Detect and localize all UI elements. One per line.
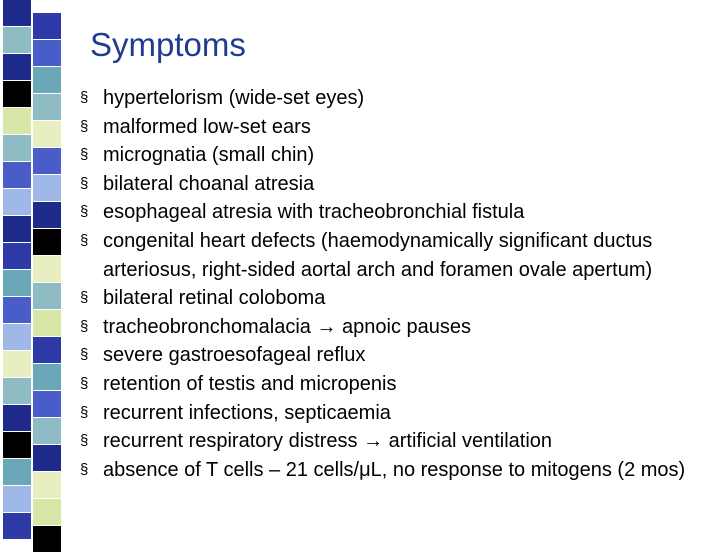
symptom-item — [80, 341, 710, 370]
stripe-block — [3, 216, 31, 242]
symptom-text: micrognatia (small chin) — [103, 144, 315, 167]
stripe-block — [3, 27, 31, 53]
symptom-text: recurrent infections, septicaemia — [103, 401, 391, 424]
stripe-block — [33, 526, 61, 552]
bullet-marker: § — [80, 174, 89, 192]
stripe-block — [3, 486, 31, 512]
symptom-item — [80, 113, 710, 142]
stripe-block — [33, 364, 61, 390]
symptom-item — [80, 456, 710, 485]
symptom-text: retention of testis and micropenis — [103, 372, 397, 395]
stripe-block — [33, 472, 61, 498]
slide-title: Symptoms — [90, 26, 246, 63]
stripe-block — [33, 418, 61, 444]
symptom-item — [80, 313, 710, 342]
symptom-text: congenital heart defects (haemodynamically significant ductus arteriosus, right-sided aortal arch and foramen ovale apertum) — [103, 229, 653, 281]
symptom-text: severe gastroesofageal reflux — [103, 344, 366, 367]
stripe-block — [33, 148, 61, 174]
stripe-block — [33, 310, 61, 336]
stripe-block — [3, 297, 31, 323]
symptom-item — [80, 399, 710, 428]
stripe-block — [3, 135, 31, 161]
symptom-item — [80, 84, 710, 113]
bullet-marker: § — [80, 317, 89, 335]
stripe-block — [33, 499, 61, 525]
bullet-marker: § — [80, 117, 89, 135]
symptom-text: recurrent respiratory distress → artificial ventilation — [103, 430, 553, 453]
stripe-block — [33, 202, 61, 228]
symptom-item — [80, 141, 710, 170]
symptom-text: malformed low-set ears — [103, 115, 311, 138]
stripe-block — [33, 337, 61, 363]
symptom-item — [80, 198, 710, 227]
stripe-block — [33, 13, 61, 39]
bullet-marker: § — [80, 203, 89, 221]
stripe-block — [3, 459, 31, 485]
stripe-block — [3, 513, 31, 539]
stripe-block — [33, 229, 61, 255]
stripe-block — [33, 283, 61, 309]
symptom-item — [80, 284, 710, 313]
stripe-block — [33, 256, 61, 282]
symptom-text: bilateral retinal coloboma — [103, 287, 326, 310]
symptom-list — [80, 84, 710, 484]
symptom-text: tracheobronchomalacia → apnoic pauses — [103, 315, 471, 338]
decorative-stripe — [0, 0, 65, 540]
stripe-block — [3, 324, 31, 350]
bullet-marker: § — [80, 432, 89, 450]
stripe-block — [33, 94, 61, 120]
symptom-item — [80, 370, 710, 399]
symptom-text: hypertelorism (wide-set eyes) — [103, 87, 365, 109]
bullet-marker: § — [80, 460, 89, 478]
symptom-text: esophageal atresia with tracheobronchial fistula — [103, 201, 525, 224]
stripe-block — [3, 270, 31, 296]
stripe-block — [3, 54, 31, 80]
stripe-block — [3, 81, 31, 107]
stripe-block — [3, 405, 31, 431]
stripe-block — [3, 108, 31, 134]
stripe-block — [33, 175, 61, 201]
stripe-block — [33, 445, 61, 471]
stripe-block — [33, 121, 61, 147]
bullet-marker: § — [80, 89, 89, 106]
symptom-text: bilateral choanal atresia — [103, 172, 315, 195]
stripe-block — [3, 162, 31, 188]
stripe-block — [3, 378, 31, 404]
stripe-block — [33, 391, 61, 417]
stripe-block — [3, 243, 31, 269]
stripe-block — [33, 67, 61, 93]
stripe-block — [3, 0, 31, 26]
bullet-marker: § — [80, 289, 89, 307]
symptom-item — [80, 427, 710, 456]
stripe-block — [3, 351, 31, 377]
symptom-item — [80, 227, 710, 284]
bullet-marker: § — [80, 374, 89, 392]
bullet-marker: § — [80, 146, 89, 164]
bullet-marker: § — [80, 403, 89, 421]
stripe-block — [33, 40, 61, 66]
stripe-block — [3, 432, 31, 458]
symptom-item — [80, 170, 710, 199]
bullet-marker: § — [80, 346, 89, 364]
bullet-marker: § — [80, 231, 89, 249]
stripe-block — [3, 189, 31, 215]
symptom-text: absence of T cells – 21 cells/μL, no response to mitogens (2 mos) — [103, 458, 686, 481]
